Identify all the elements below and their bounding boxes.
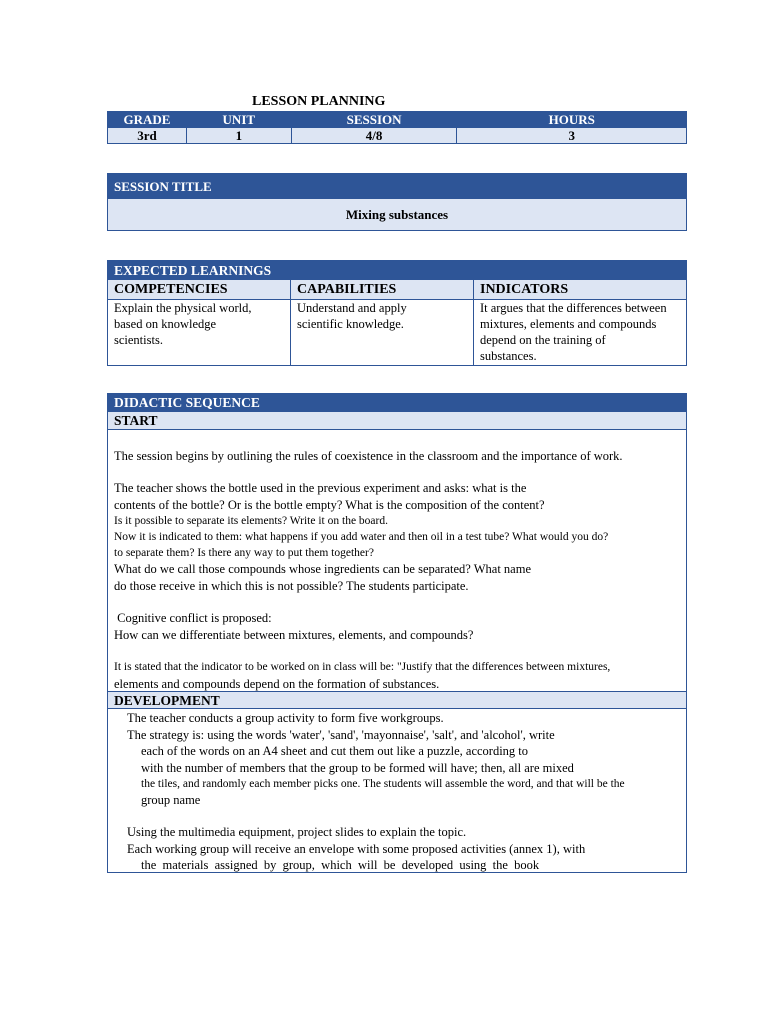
capabilities-header: CAPABILITIES (291, 280, 473, 299)
development-text-line: the tiles, and randomly each member picks one. The students will assemble the word, and that will be the (141, 778, 625, 790)
start-text-line: do those receive in which this is not possible? The students participate. (114, 579, 469, 593)
expected-learnings-label: EXPECTED LEARNINGS (108, 261, 686, 280)
session-title-box (107, 173, 687, 231)
development-item: Each working group will receive an envelope with some proposed activities (annex 1), with (127, 842, 586, 856)
start-text-line: The session begins by outlining the rules of coexistence in the classroom and the importance of work. (114, 449, 623, 463)
development-text-line: group name (141, 793, 201, 807)
unit-header: UNIT (186, 112, 291, 128)
development-item: The teacher conducts a group activity to form five workgroups. (127, 711, 444, 725)
didactic-sequence-label: DIDACTIC SEQUENCE (108, 394, 686, 412)
development-text-line: with the number of members that the group to be formed will have; then, all are mixed (141, 761, 574, 775)
development-text-line: the materials assigned by group, which will be developed using the book (141, 858, 540, 872)
session-value: 4/8 (291, 128, 457, 144)
page-title: LESSON PLANNING (252, 94, 386, 109)
indicators-header: INDICATORS (474, 280, 686, 299)
expected-learnings-table (107, 260, 687, 366)
didactic-sequence-table (107, 393, 687, 873)
start-text-line: Now it is indicated to them: what happens if you add water and then oil in a test tube? What would you do? (114, 531, 609, 543)
competencies-header: COMPETENCIES (108, 280, 290, 299)
development-label: DEVELOPMENT (108, 691, 686, 709)
capabilities-text: Understand and apply scientific knowledge. (297, 301, 407, 331)
development-item: Using the multimedia equipment, project slides to explain the topic. (127, 825, 467, 839)
unit-value: 1 (186, 128, 291, 144)
start-text-line: What do we call those compounds whose ingredients can be separated? What name (114, 562, 531, 576)
hours-header: HOURS (457, 112, 687, 128)
start-text-line: Is it possible to separate its elements? Write it on the board. (114, 515, 388, 527)
start-text-line: It is stated that the indicator to be worked on in class will be: "Justify that the differences between mixtures, (114, 661, 611, 673)
indicators-text: It argues that the differences between mixtures, elements and compounds depend on the training of substances. (480, 301, 667, 363)
start-label: START (108, 412, 686, 430)
lesson-info-table (107, 111, 687, 144)
start-text-line: Cognitive conflict is proposed: (114, 611, 272, 625)
development-item: The strategy is: using the words 'water', 'sand', 'mayonnaise', 'salt', and 'alcohol', write (127, 728, 555, 742)
competencies-text: Explain the physical world, based on knowledge scientists. (114, 301, 252, 347)
session-title-label: SESSION TITLE (108, 174, 686, 199)
grade-value: 3rd (108, 128, 187, 144)
hours-value: 3 (457, 128, 687, 144)
session-header: SESSION (291, 112, 457, 128)
start-text-line: How can we differentiate between mixtures, elements, and compounds? (114, 628, 474, 642)
grade-header: GRADE (108, 112, 187, 128)
development-text-line: each of the words on an A4 sheet and cut them out like a puzzle, according to (141, 744, 529, 758)
start-text-line: to separate them? Is there any way to put them together? (114, 547, 374, 559)
start-text-line: contents of the bottle? Or is the bottle empty? What is the composition of the content? (114, 498, 545, 512)
start-text-line: elements and compounds depend on the formation of substances. (114, 677, 440, 691)
start-text-line: The teacher shows the bottle used in the previous experiment and asks: what is the (114, 481, 527, 495)
session-title-value: Mixing substances (108, 199, 686, 230)
